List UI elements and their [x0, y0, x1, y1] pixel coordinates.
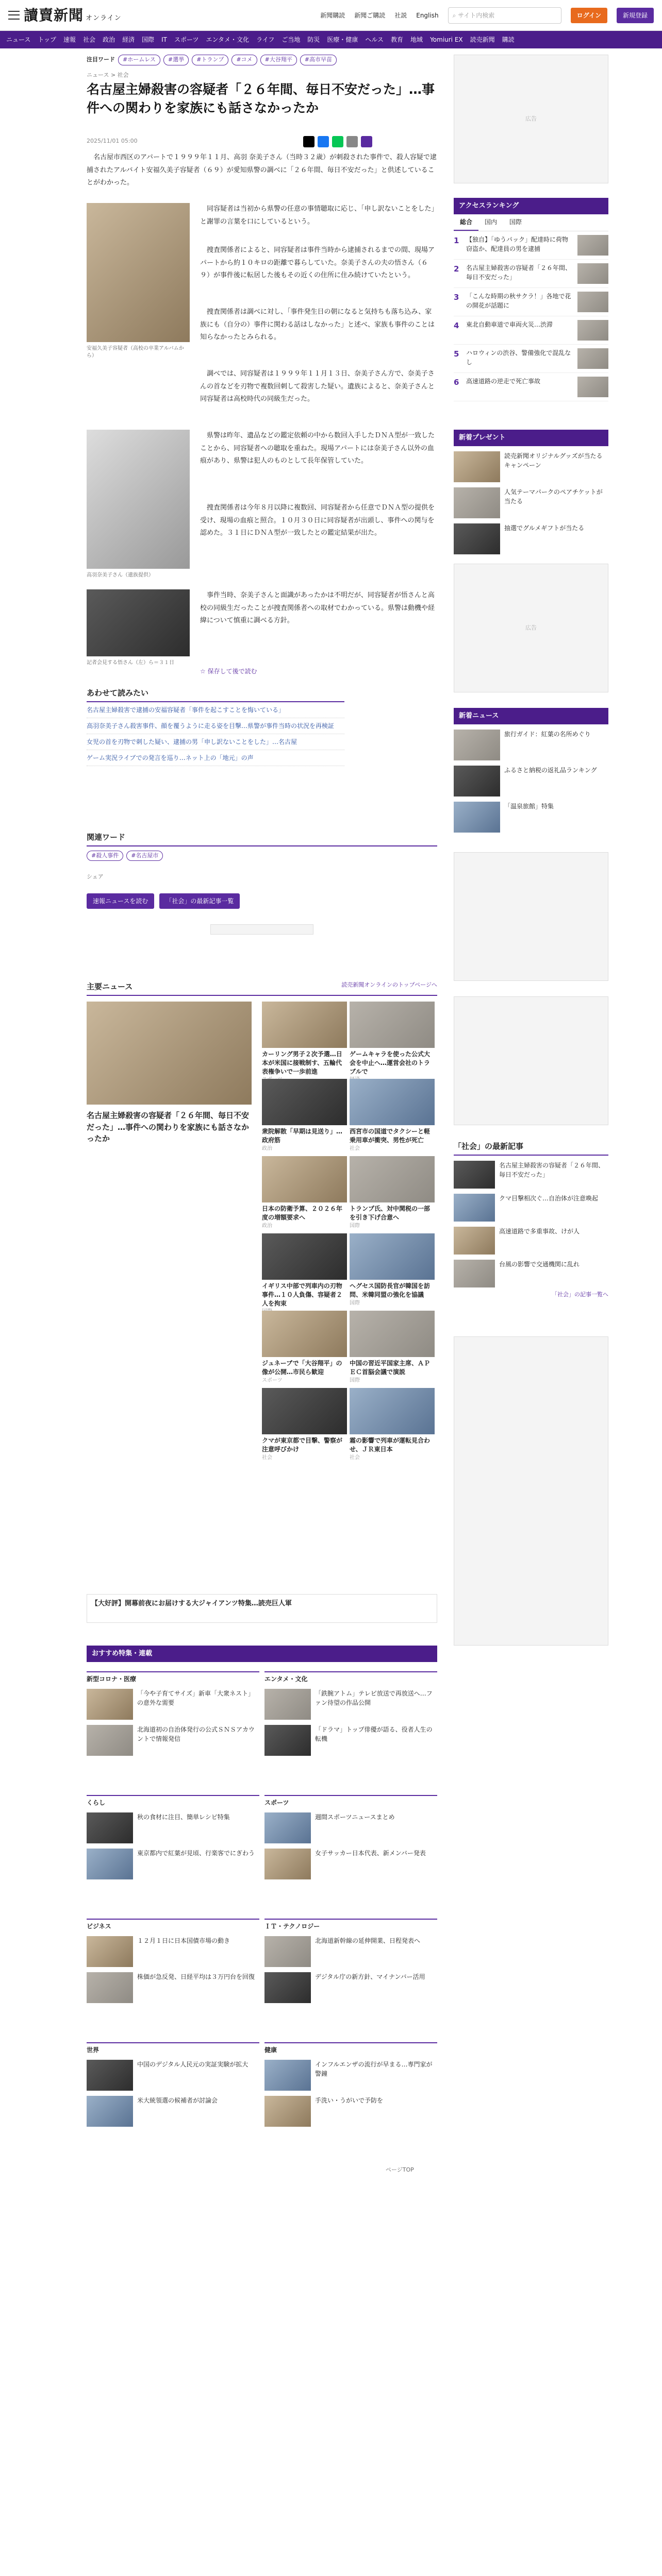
category-latest: [454, 1141, 608, 1299]
article-date: 2025/11/01 05:00: [87, 138, 138, 144]
recommend-thumbnail[interactable]: [87, 1725, 133, 1756]
news-category: 国際: [350, 1223, 360, 1229]
special-feature[interactable]: [87, 1594, 437, 1623]
sidebar-ad[interactable]: [454, 55, 608, 183]
brand-name: 讀賣新聞: [24, 6, 84, 24]
promo-thumbnail[interactable]: [454, 766, 500, 796]
category-item[interactable]: [454, 1161, 608, 1189]
promo-section: [454, 708, 608, 833]
nav-item[interactable]: ヘルス: [365, 36, 384, 43]
nav-item[interactable]: IT: [161, 36, 167, 43]
ranking-tabs: [454, 214, 608, 231]
recommend-title[interactable]: デジタル庁の新方針、マイナンバー活用: [315, 1973, 425, 1980]
related-words: [87, 832, 437, 861]
header: [0, 0, 662, 31]
recommend-category[interactable]: スポーツ: [264, 1795, 437, 1807]
recommend-item[interactable]: [87, 2096, 259, 2127]
nav-item[interactable]: 購読: [502, 36, 515, 43]
present-title[interactable]: 抽選でグルメギフトが当たる: [504, 524, 585, 532]
line-share-icon[interactable]: [332, 136, 343, 147]
ranking-number: 6: [454, 377, 459, 387]
login-button[interactable]: ログイン: [571, 8, 607, 23]
nav-item[interactable]: 経済: [122, 36, 135, 43]
trend-tag[interactable]: #高市早苗: [300, 55, 337, 65]
recommend-title[interactable]: 女子サッカー日本代表、新メンバー発表: [315, 1850, 426, 1857]
news-thumbnail[interactable]: [350, 1388, 435, 1434]
header-link-paper[interactable]: 新聞ご購読: [354, 11, 386, 19]
category-item[interactable]: [454, 1194, 608, 1222]
register-button[interactable]: 新規登録: [617, 8, 654, 23]
promo-title[interactable]: 旅行ガイド：紅葉の名所めぐり: [504, 730, 591, 738]
ranking-title[interactable]: ハロウィンの渋谷、警備強化で混乱なし: [466, 349, 571, 366]
recommend-thumbnail[interactable]: [87, 1689, 133, 1720]
main-news-item[interactable]: [350, 1388, 435, 1462]
ranking-title[interactable]: 【独自】「ゆうパック」配達時に荷物窃盗か、配達員の男を逮捕: [466, 235, 569, 252]
news-title[interactable]: ヘグセス国防長官が韓国を訪問、米韓同盟の強化を協議: [350, 1282, 431, 1298]
trend-tag[interactable]: #コメ: [231, 55, 257, 65]
ranking-thumbnail[interactable]: [577, 377, 608, 397]
nav-item[interactable]: 政治: [103, 36, 115, 43]
related-link[interactable]: 女児の首を刃物で刺した疑い、逮捕の男「申し訳ないことをした」…名古屋: [87, 734, 344, 750]
article-paragraph: 捜査関係者は今年８月以降に複数回、同容疑者から任意でＤＮＡ型の提供を受け、現場の血痕と照合。１０月３０日に同容疑者が出頭し、事件への関与を認めた。３１日にＤＮＡ型が一致したとの鑑定結果が出た。: [200, 504, 435, 537]
recommend-category[interactable]: くらし: [87, 1795, 259, 1807]
nav-item[interactable]: 社会: [83, 36, 96, 43]
sidebar-ad-tall[interactable]: [454, 1336, 608, 1646]
recommend-item[interactable]: [87, 2060, 259, 2091]
promo-title[interactable]: 「温泉旅館」特集: [504, 802, 554, 810]
ranking-number: 2: [454, 264, 459, 274]
ranking-number: 3: [454, 292, 459, 302]
recommend-title[interactable]: 「鉄腕アトム」テレビ放送で再放送へ…ファン待望の作品公開: [315, 1690, 433, 1706]
ranking-item[interactable]: [454, 231, 608, 260]
ranking-title[interactable]: 名古屋主婦殺害の容疑者「２６年間、毎日不安だった」: [466, 264, 572, 281]
nav-item[interactable]: ご当地: [282, 36, 301, 43]
news-thumbnail[interactable]: [262, 1233, 347, 1280]
present-thumbnail[interactable]: [454, 451, 500, 482]
recommend-thumbnail[interactable]: [264, 1936, 311, 1967]
global-nav: [0, 31, 662, 48]
recommend-title[interactable]: 北海道新幹線の延伸開業、日程発表へ: [315, 1937, 421, 1944]
recommend-category[interactable]: 世界: [87, 2042, 259, 2055]
victim-photo: [87, 430, 190, 569]
main-news-item[interactable]: [262, 1311, 347, 1384]
present-item[interactable]: [454, 523, 608, 554]
site-search-input[interactable]: [448, 7, 561, 24]
promo-item[interactable]: [454, 730, 608, 760]
ranking-item[interactable]: [454, 345, 608, 373]
news-category: 政治: [262, 1145, 272, 1151]
present-title[interactable]: 読売新聞オリジナルグッズが当たるキャンペーン: [504, 452, 603, 469]
category-thumbnail[interactable]: [454, 1161, 495, 1189]
nav-item[interactable]: 教育: [391, 36, 404, 43]
recommend-item[interactable]: [87, 1936, 259, 1967]
recommend-thumbnail[interactable]: [87, 1936, 133, 1967]
news-thumbnail[interactable]: [350, 1156, 435, 1202]
recommend-category[interactable]: ビジネス: [87, 1919, 259, 1931]
category-thumbnail[interactable]: [454, 1227, 495, 1255]
main-news-item[interactable]: [350, 1079, 435, 1153]
recommend-item[interactable]: [264, 1725, 437, 1756]
ranking-thumbnail[interactable]: [577, 235, 608, 256]
news-title[interactable]: トランプ氏、対中関税の一部を引き下げ合意へ: [350, 1205, 431, 1221]
recommend-category[interactable]: エンタメ・文化: [264, 1671, 437, 1684]
recommend-title[interactable]: インフルエンザの流行が早まる…専門家が警鐘: [315, 2061, 433, 2077]
main-news-title[interactable]: 名古屋主婦殺害の容疑者「２６年間、毎日不安だった」…事件への関わりを家族にも話さなかったか: [87, 1111, 250, 1143]
news-title[interactable]: 衆院解散「早期は見送り」…政府筋: [262, 1128, 343, 1144]
breadcrumb[interactable]: ニュース > 社会: [87, 72, 129, 78]
recommend-thumbnail[interactable]: [264, 1812, 311, 1843]
promo-item[interactable]: [454, 802, 608, 833]
news-title[interactable]: 中国の習近平国家主席、ＡＰＥＣ首脳会議で演説: [350, 1360, 431, 1376]
recommend-title[interactable]: 中国のデジタル人民元の実証実験が拡大: [137, 2061, 249, 2068]
ranking-thumbnail[interactable]: [577, 292, 608, 312]
ranking-number: 5: [454, 349, 459, 359]
news-thumbnail[interactable]: [350, 1002, 435, 1048]
recommend-category[interactable]: 健康: [264, 2042, 437, 2055]
main-news-heading: 主要ニュース 読売新聞オンラインのトップページへ: [87, 981, 437, 996]
news-thumbnail[interactable]: [262, 1388, 347, 1434]
presents-section: [454, 430, 608, 554]
nav-item[interactable]: 地域: [410, 36, 423, 43]
main-news-item[interactable]: [262, 1233, 347, 1315]
trend-tag[interactable]: #トランプ: [192, 55, 228, 65]
recommend-thumbnail[interactable]: [264, 2096, 311, 2127]
recommend-title[interactable]: 手洗い・うがいで予防を: [315, 2097, 384, 2104]
sidebar-ad[interactable]: [454, 852, 608, 981]
category-item[interactable]: [454, 1227, 608, 1255]
nav-item[interactable]: トップ: [38, 36, 57, 43]
main-news-item[interactable]: [262, 1002, 347, 1083]
present-item[interactable]: [454, 487, 608, 518]
promo-item[interactable]: [454, 766, 608, 796]
photo-caption: 安福久美子容疑者（高校の卒業アルバムから）: [87, 346, 184, 359]
recommend-title[interactable]: 「ドラマ」トップ俳優が語る、役者人生の転機: [315, 1726, 433, 1742]
nav-item[interactable]: 読売新聞: [470, 36, 495, 43]
special-feature-title: 【大好評】開幕前夜にお届けする大ジャイアンツ特集…読売巨人軍: [91, 1600, 292, 1607]
search-placeholder: サイト内検索: [458, 11, 495, 19]
recommend-item[interactable]: [264, 1936, 437, 1967]
brand-sub: オンライン: [86, 14, 122, 22]
header-link-english[interactable]: English: [416, 11, 439, 19]
recommend-block: [87, 2042, 259, 2127]
main-news-item[interactable]: [262, 1079, 347, 1153]
ranking-section: [454, 198, 608, 401]
recommend-item[interactable]: [87, 1849, 259, 1879]
recommend-item[interactable]: [87, 1812, 259, 1843]
photo-caption: 記者会見する悟さん（左）ら＝３１日: [87, 660, 174, 666]
recommend-thumbnail[interactable]: [87, 2060, 133, 2091]
trend-tag[interactable]: #大谷翔平: [260, 55, 297, 65]
nav-item[interactable]: エンタメ・文化: [206, 36, 250, 43]
ranking-tab[interactable]: 総合: [454, 214, 478, 231]
ranking-item[interactable]: [454, 260, 608, 288]
category-title[interactable]: クマ目撃相次ぐ…自治体が注意喚起: [499, 1194, 599, 1202]
recommend-item[interactable]: [264, 2096, 437, 2127]
recommend-thumbnail[interactable]: [87, 2096, 133, 2127]
related-link[interactable]: 高羽奈美子さん殺害事件、顔を覆うように走る姿を目撃…県警が事件当時の状況を再検証: [87, 718, 344, 734]
ad-label: 広告: [525, 115, 537, 122]
ranking-item[interactable]: [454, 288, 608, 316]
promo-title[interactable]: ふるさと納税の返礼品ランキング: [504, 766, 597, 774]
news-title[interactable]: カーリング男子２次予選…日本が米国に接戦制す、五輪代表権争いで一歩前進: [262, 1050, 342, 1075]
recommend-title[interactable]: 週間スポーツニュースまとめ: [315, 1814, 395, 1821]
related-articles: [87, 687, 344, 766]
nav-item[interactable]: Yomiuri EX: [430, 36, 463, 43]
recommend-thumbnail[interactable]: [264, 1972, 311, 2003]
news-category: 社会: [350, 1145, 360, 1151]
recommend-item[interactable]: [87, 1725, 259, 1756]
main-news-item[interactable]: [350, 1156, 435, 1230]
present-title[interactable]: 人気テーマパークのペアチケットが当たる: [504, 488, 603, 505]
share-buttons: [303, 136, 372, 147]
related-heading: あわせて読みたい: [87, 687, 344, 702]
ranking-item[interactable]: [454, 316, 608, 345]
category-latest-heading: 「社会」の最新記事: [454, 1141, 608, 1156]
ranking-title[interactable]: 東北自動車道で車両火災…渋滞: [466, 320, 553, 328]
trend-words: [87, 55, 437, 65]
main-news-item[interactable]: [262, 1388, 347, 1462]
photo-caption: 高羽奈美子さん（遺族提供）: [87, 572, 154, 578]
save-label: 保存して後で読む: [207, 668, 257, 675]
news-category: 政治: [262, 1223, 272, 1229]
article-paragraph: 捜査関係者は調べに対し、「事件発生日の朝になると気持ちも落ち込み、家族にも（自分の）事件に関わる話はしなかった」と述べ、家族も事件のことは知らなかったとみられる。: [200, 308, 435, 342]
ranking-heading: アクセスランキング: [454, 198, 608, 214]
present-thumbnail[interactable]: [454, 487, 500, 518]
category-title[interactable]: 名古屋主婦殺害の容疑者「２６年間、毎日不安だった」: [499, 1161, 605, 1178]
article-paragraph: 事件当時、奈美子さんと面識があったかは不明だが、同容疑者が悟さんと高校の同級生だったことが捜査関係者への取材でわかっている。県警は動機や経緯について慎重に調べる方針。: [200, 591, 435, 625]
nav-item[interactable]: スポーツ: [174, 36, 199, 43]
article-paragraph: 調べでは、同容疑者は１９９９年１１月１３日、奈美子さん方で、奈美子さんの首などを刃物で複数回刺して殺害した疑い。遺族によると、奈美子さんと同容疑者は高校時代の同級生だった。: [200, 370, 435, 403]
press-conference-photo: [87, 589, 190, 656]
news-thumbnail[interactable]: [262, 1002, 347, 1048]
news-title[interactable]: クマが東京都で目撃、警察が注意呼びかけ: [262, 1437, 343, 1453]
news-category: 国際: [350, 1377, 360, 1383]
save-for-later-link[interactable]: ☆ 保存して後で読む: [200, 668, 257, 675]
article-paragraph: 名古屋市西区のアパートで１９９９年１１月、高羽 奈美子さん（当時３２歳）が刺殺された事件で、殺人容疑で逮捕されたアルバイト安福久美子容疑者（６９）が愛知県警の調べに「２６年間、毎日不安だった」と供述していることがわかった。: [87, 154, 437, 187]
facebook-share-icon[interactable]: [318, 136, 329, 147]
article-paragraph: 捜査関係者によると、同容疑者は事件当時から逮捕されるまでの間、現場アパートから約１０キロの距離で暮らしていた。奈美子さんの夫の悟さん（６９）が事件後に転居した後もその近くの住所に住み続けていたという。: [200, 246, 435, 280]
nav-item[interactable]: 医療・健康: [327, 36, 358, 43]
recommend-thumbnail[interactable]: [87, 1972, 133, 2003]
news-title[interactable]: 西宮市の国道でタクシーと軽乗用車が衝突、男性が死亡: [350, 1128, 431, 1144]
recommend-thumbnail[interactable]: [87, 1812, 133, 1843]
recommend-block: [87, 1671, 259, 1756]
recommend-item[interactable]: [87, 1972, 259, 2003]
category-thumbnail[interactable]: [454, 1194, 495, 1222]
news-thumbnail[interactable]: [350, 1079, 435, 1125]
news-thumbnail[interactable]: [350, 1311, 435, 1357]
recommend-thumbnail[interactable]: [264, 1725, 311, 1756]
recommend-title[interactable]: 「今や子育てサイズ」新車「大衆ネスト」の意外な需要: [137, 1690, 255, 1706]
news-title[interactable]: イギリス中部で列車内の刃物事件…１０人負傷、容疑者２人を拘束: [262, 1282, 343, 1307]
recommend-heading: おすすめ特集・連載: [87, 1646, 437, 1662]
article-title: 名古屋主婦殺害の容疑者「２６年間、毎日不安だった」…事件への関わりを家族にも話さなかったか: [87, 82, 435, 116]
recommend-item[interactable]: [264, 1849, 437, 1879]
recommend-thumbnail[interactable]: [264, 1689, 311, 1720]
ranking-number: 4: [454, 320, 459, 330]
main-news-section: [87, 981, 437, 996]
related-words-heading: 関連ワード: [87, 832, 437, 846]
ranking-tab[interactable]: 国際: [509, 218, 522, 226]
recommend-item[interactable]: [264, 1812, 437, 1843]
category-title[interactable]: 台風の影響で交通機関に乱れ: [499, 1260, 580, 1268]
trend-label: 注目ワード: [87, 56, 115, 63]
recommend-title[interactable]: 秋の食材に注目、簡単レシピ特集: [137, 1814, 230, 1821]
recommend-block: [264, 1795, 437, 1879]
recommend-item[interactable]: [87, 1689, 259, 1720]
category-list-link[interactable]: 「社会」の記事一覧へ: [552, 1291, 608, 1298]
promo-heading: 新着ニュース: [454, 708, 608, 724]
recommend-category[interactable]: ＩＴ・テクノロジー: [264, 1919, 437, 1931]
x-share-icon[interactable]: [303, 136, 315, 147]
nav-item[interactable]: ニュース: [6, 36, 31, 43]
news-title[interactable]: 霜の影響で列車が運転見合わせ、ＪＲ東日本: [350, 1437, 431, 1453]
category-list-button[interactable]: 「社会」の最新記事一覧: [159, 893, 240, 909]
bookmark-icon[interactable]: [361, 136, 372, 147]
hamburger-menu-icon[interactable]: [8, 10, 20, 21]
nav-item[interactable]: 防災: [307, 36, 320, 43]
promo-thumbnail[interactable]: [454, 730, 500, 760]
news-category: スポーツ: [262, 1377, 283, 1383]
ranking-thumbnail[interactable]: [577, 320, 608, 341]
main-news-item[interactable]: [262, 1156, 347, 1230]
recommend-item[interactable]: [264, 1972, 437, 2003]
suspect-photo: [87, 203, 190, 342]
page-top-link[interactable]: ページTOP: [386, 2166, 414, 2173]
search-icon: ⌕: [452, 11, 456, 19]
article-paragraph: 県警は昨年、遺品などの鑑定依頼の中から数回入手したＤＮＡ型が一致したことから、同容疑者への聴取を重ねた。現場アパートには奈美子さん以外の血痕があり、県警は犯人のものとして長年保管していた。: [200, 432, 435, 465]
nav-item[interactable]: ライフ: [256, 36, 275, 43]
recommend-item[interactable]: [264, 1689, 437, 1720]
recommend-item[interactable]: [264, 2060, 437, 2091]
related-link[interactable]: ゲーム実況ライブでの発言を巡り…ネット上の「地元」の声: [87, 750, 344, 766]
ad-label: 広告: [525, 624, 537, 631]
print-icon[interactable]: [346, 136, 358, 147]
category-item[interactable]: [454, 1260, 608, 1287]
recommend-title[interactable]: 北海道初の自治体発行の公式ＳＮＳアカウントで情報発信: [137, 1726, 255, 1742]
article-actions: [87, 893, 240, 909]
ranking-item[interactable]: [454, 373, 608, 401]
news-category: 社会: [350, 1454, 360, 1461]
news-thumbnail[interactable]: [350, 1233, 435, 1280]
recommend-title[interactable]: 米大統領選の候補者が討論会: [137, 2097, 218, 2104]
share-label: シェア: [87, 873, 104, 880]
sidebar-ad[interactable]: [454, 996, 608, 1125]
recommend-block: [264, 1671, 437, 1756]
article-paragraph: 同容疑者は当初から県警の任意の事情聴取に応じ、「申し訳ないことをした」と謝罪の言葉を口にしているという。: [200, 205, 435, 226]
news-title[interactable]: ジュネーブで「大谷翔平」の像が公開…市民ら歓迎: [262, 1360, 342, 1376]
news-thumbnail[interactable]: [262, 1156, 347, 1202]
recommend-title[interactable]: １２月１日に日本国債市場の動き: [137, 1937, 230, 1944]
recommend-block: [264, 1919, 437, 2003]
ranking-title[interactable]: 高速道路の逆走で死亡事故: [466, 377, 541, 385]
presents-heading: 新着プレゼント: [454, 430, 608, 446]
recommend-block: [87, 1919, 259, 2003]
recommend-category[interactable]: 新型コロナ・医療: [87, 1671, 259, 1684]
header-link-subscribe[interactable]: 新聞購読: [320, 11, 345, 19]
site-logo[interactable]: [24, 5, 122, 26]
ranking-thumbnail[interactable]: [577, 348, 608, 369]
ranking-title[interactable]: 「こんな時期の秋サクラ！」各地で花の開花が話題に: [466, 292, 571, 309]
recommend-thumbnail[interactable]: [87, 1849, 133, 1879]
main-news-photo[interactable]: [87, 1002, 252, 1105]
recommend-thumbnail[interactable]: [264, 1849, 311, 1879]
present-thumbnail[interactable]: [454, 523, 500, 554]
news-title[interactable]: 日本の防衛予算、２０２６年度の増額要求へ: [262, 1205, 343, 1221]
category-title[interactable]: 高速道路で多重事故、けが人: [499, 1227, 580, 1235]
recommend-block: [264, 2042, 437, 2127]
news-title[interactable]: ゲームキャラを使った公式大会を中止へ…運営会社のトラブルで: [350, 1050, 431, 1075]
top-page-link[interactable]: 読売新聞オンラインのトップページへ: [341, 981, 437, 988]
trend-tag[interactable]: #選挙: [163, 55, 189, 65]
main-news-item[interactable]: [350, 1311, 435, 1384]
category-thumbnail[interactable]: [454, 1260, 495, 1287]
related-word-tag[interactable]: #名古屋市: [126, 851, 163, 861]
main-news-item[interactable]: [350, 1002, 435, 1083]
ranking-tab[interactable]: 国内: [485, 218, 498, 226]
nav-item[interactable]: 国際: [142, 36, 155, 43]
sidebar-ad[interactable]: [454, 564, 608, 692]
recommend-thumbnail[interactable]: [264, 2060, 311, 2091]
recommend-block: [87, 1795, 259, 1879]
main-news-item[interactable]: [350, 1233, 435, 1307]
present-item[interactable]: [454, 451, 608, 482]
news-thumbnail[interactable]: [262, 1311, 347, 1357]
recommend-title[interactable]: 株価が急反発、日経平均は３万円台を回復: [137, 1973, 255, 1980]
promo-thumbnail[interactable]: [454, 802, 500, 833]
ranking-thumbnail[interactable]: [577, 263, 608, 284]
ranking-number: 1: [454, 235, 459, 245]
related-link[interactable]: 名古屋主婦殺害で逮捕の安福容疑者「事件を起こすことを悔いている」: [87, 702, 344, 718]
news-thumbnail[interactable]: [262, 1079, 347, 1125]
related-word-tag[interactable]: #殺人事件: [87, 851, 123, 861]
header-link-editorial[interactable]: 社説: [394, 11, 407, 19]
recommend-title[interactable]: 東京都内で紅葉が見頃、行楽客でにぎわう: [137, 1850, 255, 1857]
ad-label: [210, 924, 313, 935]
news-category: 社会: [262, 1454, 272, 1461]
breaking-news-button[interactable]: 速報ニュースを読む: [87, 893, 154, 909]
news-category: 国際: [350, 1300, 360, 1306]
nav-item[interactable]: 速報: [63, 36, 76, 43]
trend-tag[interactable]: #ホームレス: [118, 55, 160, 65]
